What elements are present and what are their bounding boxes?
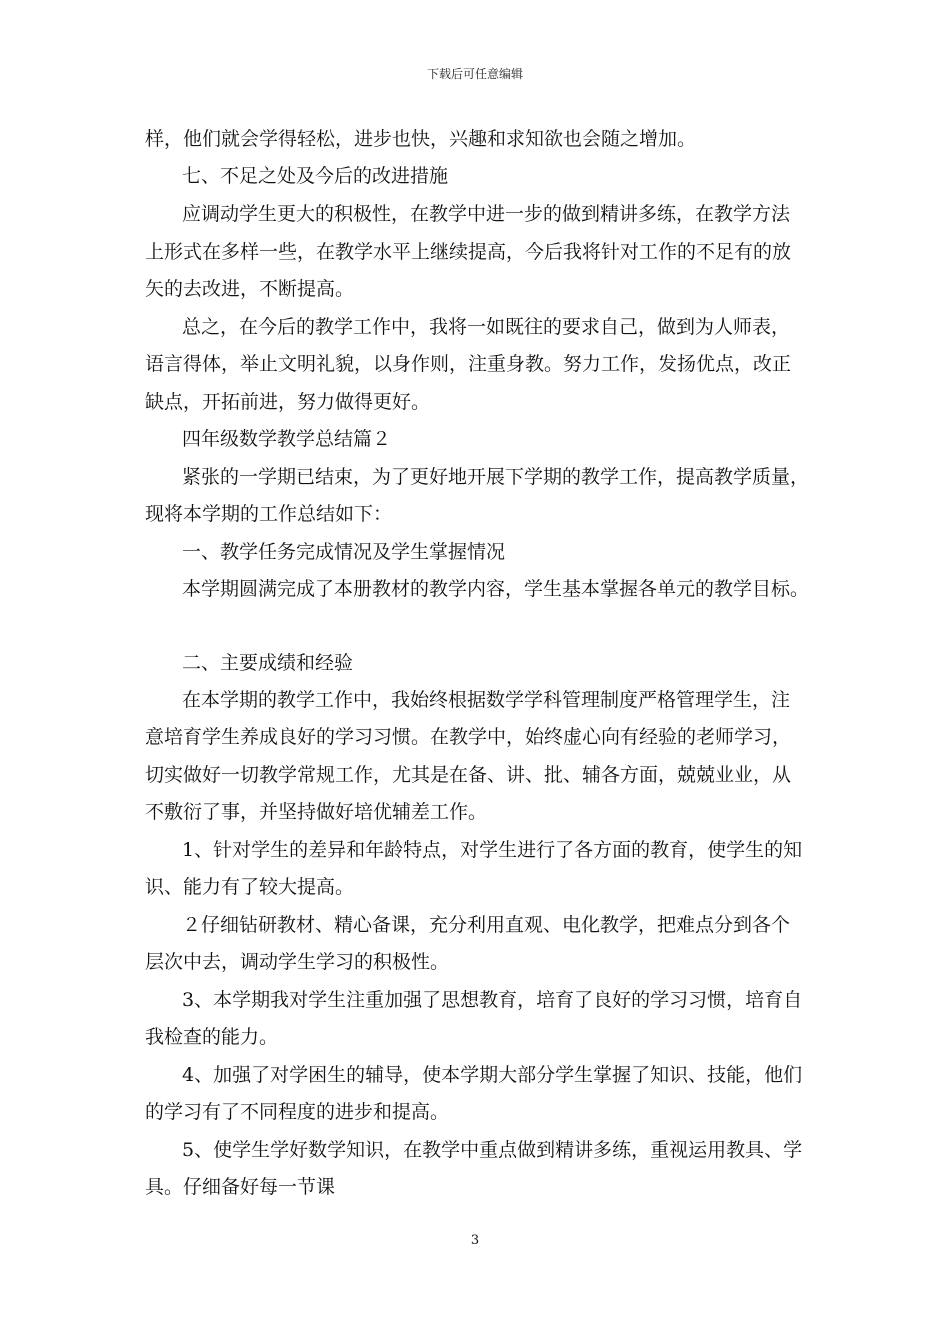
text-line: 识、能力有了较大提高。 bbox=[145, 876, 355, 898]
section-heading: 二、主要成绩和经验 bbox=[182, 652, 354, 674]
text-line: 应调动学生更大的积极性，在教学中进一步的做到精讲多练，在教学方法 bbox=[182, 203, 791, 225]
text-line: 在本学期的教学工作中，我始终根据数学学科管理制度严格管理学生，注 bbox=[182, 689, 791, 711]
text-line: 语言得体，举止文明礼貌，以身作则，注重身教。努力工作，发扬优点，改正 bbox=[145, 353, 792, 375]
text-line: 紧张的一学期已结束，为了更好地开展下学期的教学工作，提高教学质量， bbox=[182, 466, 810, 488]
text-line: 具。仔细备好每一节课 bbox=[145, 1176, 336, 1198]
text-line: 层次中去，调动学生学习的积极性。 bbox=[145, 951, 450, 973]
list-item: 5、使学生学好数学知识，在教学中重点做到精讲多练，重视运用教具、学 bbox=[182, 1139, 803, 1161]
page-header: 下载后可任意编辑 bbox=[426, 67, 523, 81]
page-number: 3 bbox=[470, 1233, 480, 1248]
text-line: 缺点，开拓前进，努力做得更好。 bbox=[145, 391, 431, 413]
text-line: 意培育学生养成良好的学习习惯。在教学中，始终虚心向有经验的老师学习， bbox=[145, 726, 792, 748]
text-line: 矢的去改进，不断提高。 bbox=[145, 278, 355, 300]
text-line: 的学习有了不同程度的进步和提高。 bbox=[145, 1101, 450, 1123]
text-line: 现将本学期的工作总结如下： bbox=[145, 503, 393, 525]
list-item: 3、本学期我对学生注重加强了思想教育，培育了良好的学习习惯，培育自 bbox=[182, 989, 803, 1011]
list-item: 1、针对学生的差异和年龄特点，对学生进行了各方面的教育，使学生的知 bbox=[182, 839, 803, 861]
section-heading: 一、教学任务完成情况及学生掌握情况 bbox=[182, 541, 506, 563]
list-item: 4、加强了对学困生的辅导，使本学期大部分学生掌握了知识、技能，他们 bbox=[182, 1064, 803, 1086]
text-line: 不敷衍了事，并坚持做好培优辅差工作。 bbox=[145, 801, 488, 823]
text-line: 上形式在多样一些，在教学水平上继续提高，今后我将针对工作的不足有的放 bbox=[145, 241, 792, 263]
section-heading: 七、不足之处及今后的改进措施 bbox=[182, 165, 449, 187]
list-item: ２仔细钻研教材、精心备课，充分利用直观、电化教学，把难点分到各个 bbox=[182, 914, 791, 936]
text-line: 本学期圆满完成了本册教材的教学内容，学生基本掌握各单元的教学目标。 bbox=[182, 578, 810, 600]
text-line: 总之，在今后的教学工作中，我将一如既往的要求自己，做到为人师表， bbox=[182, 316, 791, 338]
text-line: 切实做好一切教学常规工作，尤其是在备、讲、批、辅各方面，兢兢业业，从 bbox=[145, 764, 792, 786]
text-line: 样，他们就会学得轻松，进步也快，兴趣和求知欲也会随之增加。 bbox=[145, 128, 697, 150]
text-line: 我检查的能力。 bbox=[145, 1026, 279, 1048]
article-title: 四年级数学教学总结篇２ bbox=[182, 428, 392, 450]
